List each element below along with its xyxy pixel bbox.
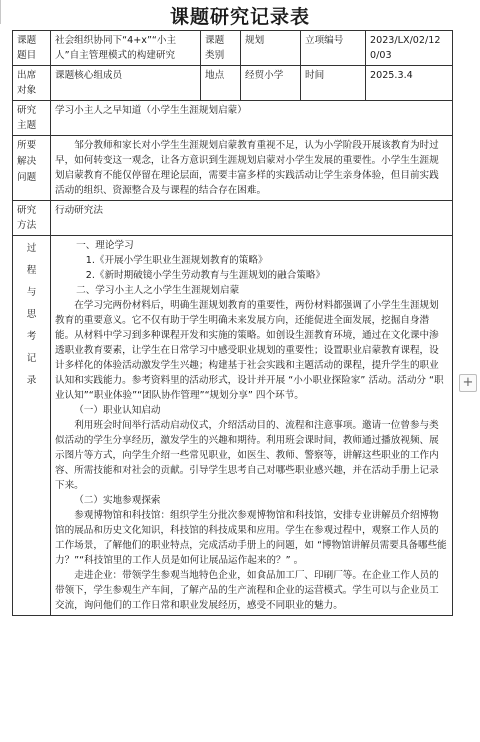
project-no-label: 立项编号 — [301, 31, 366, 66]
table-row — [13, 201, 453, 236]
problem-cell — [51, 136, 453, 201]
problem-label: 所要 解决 问题 — [13, 136, 51, 201]
process-cell — [51, 236, 453, 616]
record-table — [12, 30, 453, 616]
table-row — [13, 31, 453, 66]
table-row — [13, 66, 453, 101]
method-label: 研究 方法 — [13, 201, 51, 236]
table-row — [13, 236, 453, 616]
process-paragraph: 参观博物馆和科技馆：组织学生分批次参观博物馆和科技馆，安排专业讲解员介绍博物馆的展品和历史文化知识，科技馆的科技成果和应用。学生在参观过程中，观察工作人员的工作场景，了解他们的职业特点，完成活动手册上的问题，如 “博物馆讲解员需要具备哪些能力？”“科技馆里的工作人员是如何让展品运作起来的？” 。 — [55, 510, 447, 566]
time-label: 时间 — [301, 66, 366, 101]
topic-label: 课题 题目 — [13, 31, 51, 66]
step2-heading: （二）实地参观探索 — [74, 495, 161, 506]
category-value: 规划 — [241, 31, 301, 66]
page-title: 课题研究记录表 — [169, 6, 310, 28]
process-paragraph: 走进企业：带领学生参观当地特色企业，如食品加工厂、印刷厂等。在企业工作人员的带领下，学生参观生产车间，了解产品的生产流程和企业的运营模式。学生可以与企业员工交流，询问他们的工作日常和职业发展经历，感受不同职业的魅力。 — [55, 570, 439, 611]
theme-label: 研究 主题 — [13, 101, 51, 136]
table-row — [13, 101, 453, 136]
table-row — [13, 136, 453, 201]
process-paragraph: 在学习完两份材料后，明确生涯规划教育的重要性，两份材料都强调了小学生生涯规划教育的重要意义。它不仅有助于学生明确未来发展方向，还能促进全面发展，挖掘自身潜能。从材料中学习到多种课程开发和实施的策略。如创设生涯教育环境，通过在文化课中渗透职业教育要素，让学生在日常学习中感受职业规划的重要性；设置职业启蒙教育课程，设计多样化的体验活动激发学生兴趣；构建基于社会实践和主题活动的课程，提升学生的职业认知和实践能力。参考资料里的活动形式，设计并开展 “小小职业探险家” 活动。活动分 “职业认知”“职业体验”“团队协作管理”“规划分享” 四个环节。 — [55, 300, 444, 401]
problem-text: 邹分教师和家长对小学生生涯规划启蒙教育重视不足，认为小学阶段开展该教育为时过早，如何转变这一观念，让各方意识到生涯规划启蒙对小学生发展的重要性。小学生生涯规划启蒙教育不能仅停留在理论层面，需要丰富多样的实践活动让学生亲身体验，但目前实践活动的组织、资源整合及与课程的结合存在困难。 — [55, 140, 439, 196]
theme-value: 学习小主人之早知道（小学生生涯规划启蒙） — [51, 101, 453, 136]
step1-heading: （一）职业认知启动 — [74, 405, 161, 416]
time-value: 2025.3.4 — [366, 66, 453, 101]
process-paragraph: 利用班会时间举行活动启动仪式，介绍活动目的、流程和注意事项。邀请一位曾参与类似活动的学生分享经历，激发学生的兴趣和期待。利用班会课时间，教师通过播放视频、展示图片等方式，向学生介绍一些常见职业，如医生、教师、警察等，讲解这些职业的工作内容、所需技能和对社会的贡献。引导学生思考自己对哪些职业感兴趣，并在活动手册上记录下来。 — [55, 420, 439, 491]
section1-heading: 一、理论学习 — [76, 240, 134, 251]
reading-item: 2.《新时期破镜小学生劳动教育与生涯规划的融合策略》 — [85, 270, 326, 281]
process-label: 过 程 与 思 考 记 录 — [13, 236, 51, 616]
location-value: 经贸小学 — [241, 66, 301, 101]
topic-value: 社会组织协同下“4+x”“小主人”自主管理模式的构建研究 — [51, 31, 201, 66]
add-button[interactable]: + — [459, 374, 477, 392]
category-label: 课题 类别 — [201, 31, 241, 66]
location-label: 地点 — [201, 66, 241, 101]
attendees-value: 课题核心组成员 — [51, 66, 201, 101]
method-value: 行动研究法 — [51, 201, 453, 236]
reading-item: 1.《开展小学生职业生涯规划教育的策略》 — [85, 255, 268, 266]
project-no-value: 2023/LX/02/120/03 — [366, 31, 453, 66]
section2-heading: 二、学习小主人之小学生生涯规划启蒙 — [76, 285, 240, 296]
attendees-label: 出席 对象 — [13, 66, 51, 101]
